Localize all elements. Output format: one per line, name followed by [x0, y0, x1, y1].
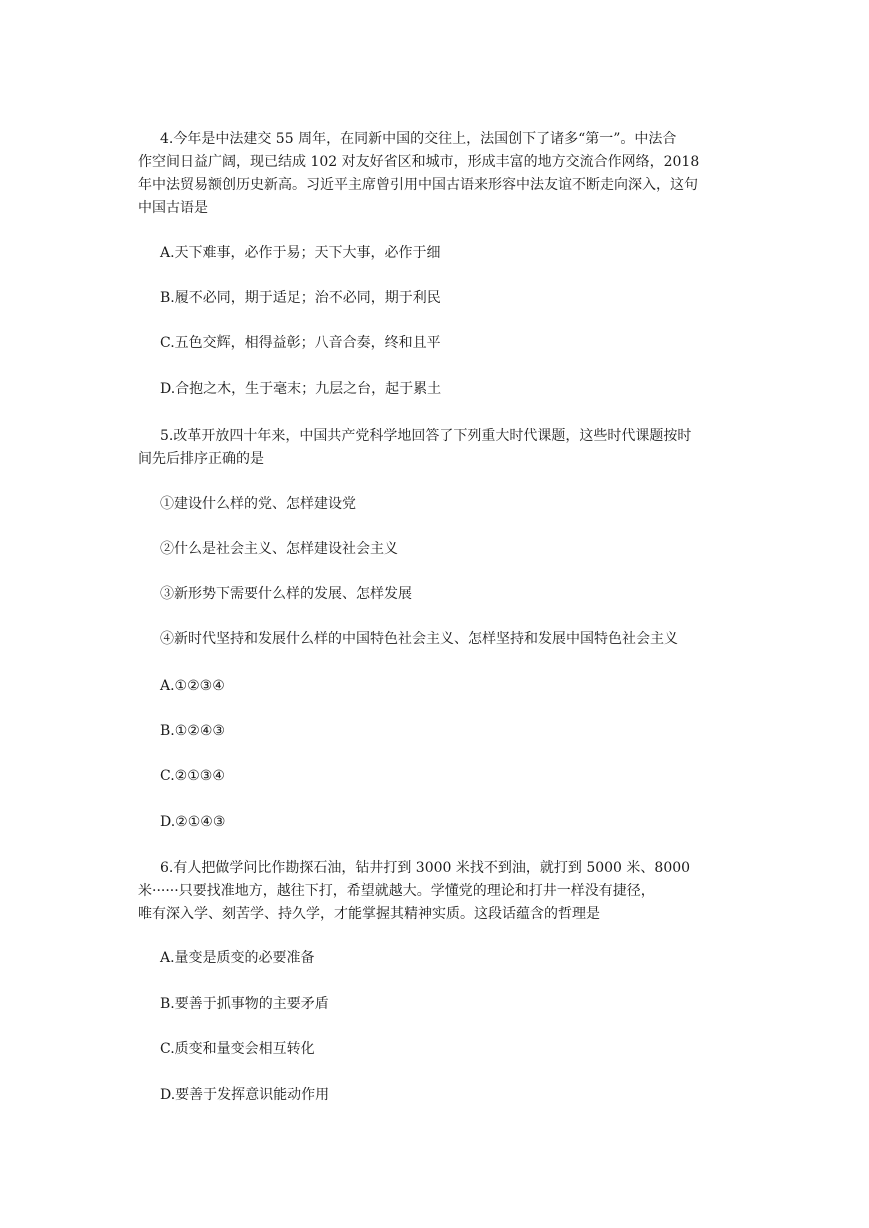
- question-5-option-b: B.①②④③: [160, 723, 225, 739]
- question-5-option-d: D.②①④③: [160, 814, 226, 830]
- stem-line: 6.有人把做学问比作勘探石油，钻井打到 3000 米找不到油，就打到 5000 米、8000: [160, 860, 691, 876]
- question-5-item-4: ④新时代坚持和发展什么样的中国特色社会主义、怎样坚持和发展中国特色社会主义: [160, 631, 678, 647]
- stem-line: 间先后排序正确的是: [138, 451, 264, 467]
- stem-line: 米······只要找准地方，越往下打，希望就越大。学懂党的理论和打井一样没有捷径，: [138, 883, 655, 899]
- question-5-item-3: ③新形势下需要什么样的发展、怎样发展: [160, 586, 412, 602]
- question-5-option-a: A.①②③④: [160, 678, 225, 694]
- question-4-option-a: A.天下难事，必作于易；天下大事，必作于细: [160, 245, 441, 261]
- stem-line: 年中法贸易额创历史新高。习近平主席曾引用中国古语来形容中法友谊不断走向深入，这句: [138, 177, 698, 193]
- question-6-stem: [138, 857, 758, 926]
- question-6-option-a: A.量变是质变的必要准备: [160, 950, 315, 966]
- question-6-option-d: D.要善于发挥意识能动作用: [160, 1087, 330, 1103]
- question-4-option-b: B.履不必同，期于适足；治不必同，期于利民: [160, 290, 441, 306]
- question-5-option-c: C.②①③④: [160, 768, 225, 784]
- stem-line: 中国古语是: [138, 200, 208, 216]
- question-4-stem: [138, 128, 758, 220]
- question-4-option-c: C.五色交辉，相得益彰；八音合奏，终和且平: [160, 335, 441, 351]
- question-6-option-b: B.要善于抓事物的主要矛盾: [160, 996, 329, 1012]
- question-6-option-c: C.质变和量变会相互转化: [160, 1041, 315, 1057]
- stem-line: 作空间日益广阔，现已结成 102 对友好省区和城市，形成丰富的地方交流合作网络，2018: [138, 154, 700, 170]
- stem-line: 唯有深入学、刻苦学、持久学，才能掌握其精神实质。这段话蕴含的哲理是: [138, 906, 600, 922]
- question-5-stem: [138, 425, 758, 471]
- stem-line: 5.改革开放四十年来，中国共产党科学地回答了下列重大时代课题，这些时代课题按时: [160, 428, 692, 444]
- question-5-item-2: ②什么是社会主义、怎样建设社会主义: [160, 541, 398, 557]
- stem-line: 4.今年是中法建交 55 周年，在同新中国的交往上，法国创下了诸多“第一”。中法合: [160, 131, 677, 147]
- question-4-option-d: D.合抱之木，生于毫末；九层之台，起于累土: [160, 381, 442, 397]
- question-5-item-1: ①建设什么样的党、怎样建设党: [160, 496, 356, 512]
